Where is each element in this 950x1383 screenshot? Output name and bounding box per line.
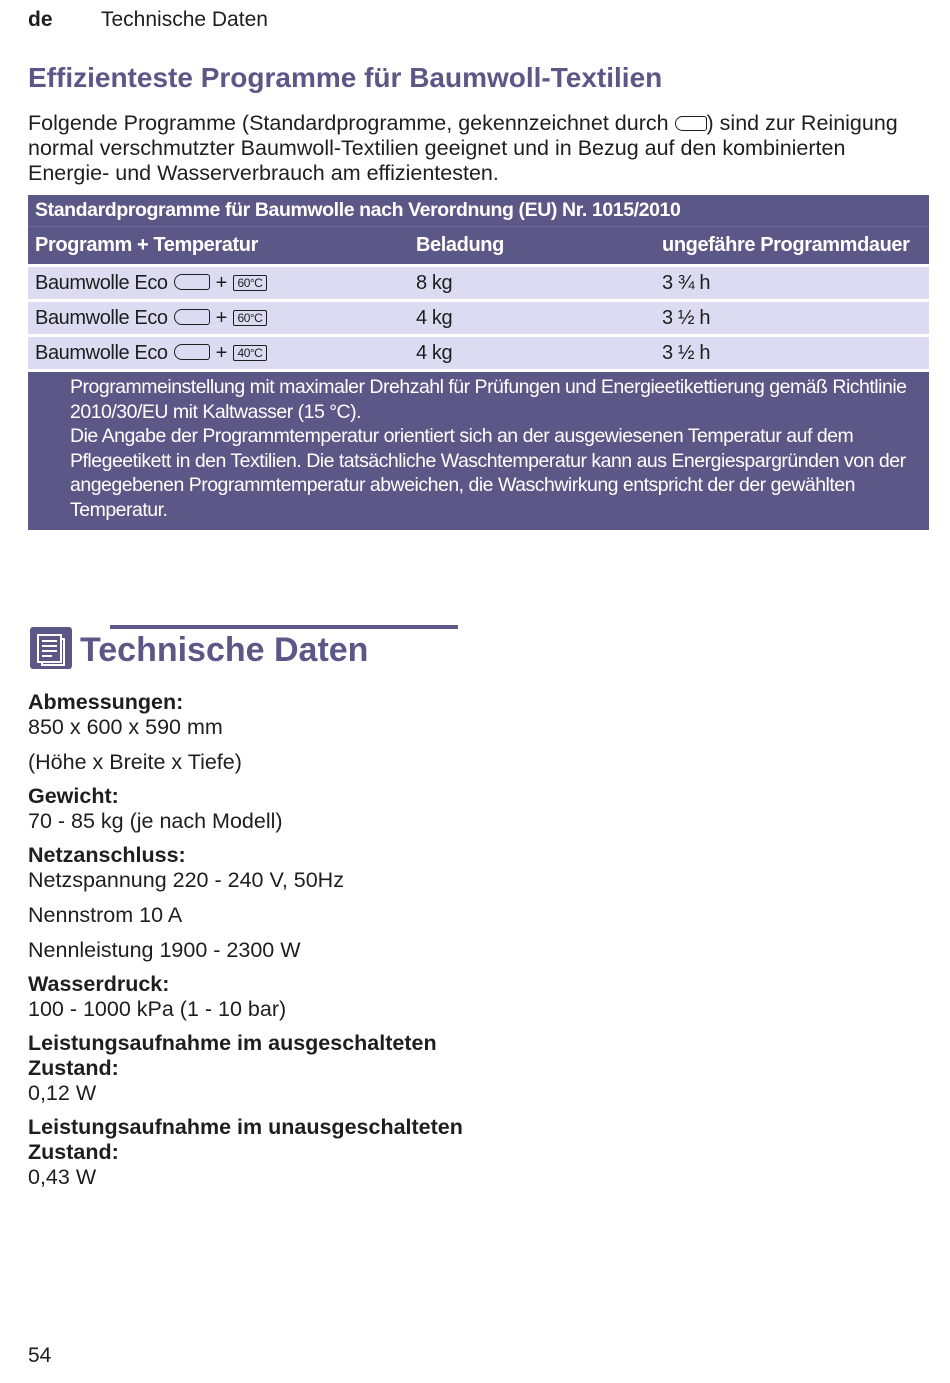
spec-label: Abmessungen: xyxy=(28,690,184,714)
efficient-programs-title: Effizienteste Programme für Baumwoll-Textilien xyxy=(28,62,663,93)
spec-value: 0,12 W xyxy=(28,1081,97,1105)
table-note: Programmeinstellung mit maximaler Drehzahl für Prüfungen und Energieetikettierung gemäß Richtlinie 2010/30/EU mit Kaltwasser (15 °C). xyxy=(70,376,907,423)
spec-list xyxy=(28,690,528,1199)
table-caption: Standardprogramme für Baumwolle nach Verordnung (EU) Nr. 1015/2010 xyxy=(28,195,929,226)
load-cell: 4 kg xyxy=(416,307,453,329)
column-header-load: Beladung xyxy=(416,234,504,256)
standard-program-icon xyxy=(675,116,707,131)
header-title: Technische Daten xyxy=(101,8,268,31)
spec-label: Leistungsaufnahme im unausgeschalteten Zustand: xyxy=(28,1115,463,1164)
heading-rule xyxy=(110,625,458,629)
temperature-icon: 40°C xyxy=(233,345,267,361)
page-header xyxy=(28,8,268,32)
column-header-duration: ungefähre Programmdauer xyxy=(662,234,910,256)
standard-program-icon xyxy=(174,309,210,325)
page-number: 54 xyxy=(28,1344,52,1367)
plus-sign: + xyxy=(215,272,227,294)
spec-value: Nennleistung 1900 - 2300 W xyxy=(28,938,301,962)
intro-text-end: ) sind zur Reinigung normal verschmutzter Baumwoll-Textilien geeignet und in Bezug auf den kombinierten Energie- und Wasserverbrauch am effizientesten. xyxy=(28,111,898,185)
spec-weight xyxy=(28,784,528,833)
document-list-icon xyxy=(30,627,72,669)
spec-value: 0,43 W xyxy=(28,1165,97,1189)
program-cell xyxy=(28,302,409,334)
table-row xyxy=(28,337,929,369)
spec-power-connection xyxy=(28,843,528,962)
spec-label: Wasserdruck: xyxy=(28,972,170,996)
program-name: Baumwolle Eco xyxy=(35,307,168,329)
spec-label: Gewicht: xyxy=(28,784,119,808)
spec-power-standby xyxy=(28,1115,528,1189)
temperature-icon: 60°C xyxy=(233,310,267,326)
plus-sign: + xyxy=(215,307,227,329)
program-cell xyxy=(28,337,409,369)
table-note: Die Angabe der Programmtemperatur orientiert sich an der ausgewiesenen Temperatur auf dem Pflegeetikett in den Textilien. Die tatsächliche Waschtemperatur kann aus Energiespargründen von der angegebenen Programmtemperatur abweichen, die Waschwirkung entspricht der der gewählten Temperatur. xyxy=(70,425,906,521)
program-cell xyxy=(28,267,409,299)
language-code: de xyxy=(28,8,53,31)
intro-paragraph xyxy=(28,111,928,186)
spec-power-off xyxy=(28,1031,528,1105)
temperature-icon: 60°C xyxy=(233,275,267,291)
table-row xyxy=(28,267,929,299)
technical-data-title: Technische Daten xyxy=(80,631,369,669)
spec-label: Netzanschluss: xyxy=(28,843,186,867)
spec-dimensions xyxy=(28,690,528,774)
duration-cell: 3 ½ h xyxy=(662,342,711,364)
intro-text-start: Folgende Programme (Standardprogramme, gekennzeichnet durch xyxy=(28,111,675,135)
spec-value: 70 - 85 kg (je nach Modell) xyxy=(28,809,283,833)
spec-value: 850 x 600 x 590 mm xyxy=(28,715,223,739)
load-cell: 8 kg xyxy=(416,272,453,294)
spec-value: 100 - 1000 kPa (1 - 10 bar) xyxy=(28,997,287,1021)
spec-value: Nennstrom 10 A xyxy=(28,903,183,927)
program-name: Baumwolle Eco xyxy=(35,272,168,294)
spec-water-pressure xyxy=(28,972,528,1021)
duration-cell: 3 ½ h xyxy=(662,307,711,329)
table-row xyxy=(28,302,929,334)
standard-programs-table xyxy=(28,195,929,530)
technical-data-heading xyxy=(28,625,458,675)
spec-label: Leistungsaufnahme im ausgeschalteten Zustand: xyxy=(28,1031,437,1080)
load-cell: 4 kg xyxy=(416,342,453,364)
standard-program-icon xyxy=(174,344,210,360)
spec-value: (Höhe x Breite x Tiefe) xyxy=(28,750,242,774)
duration-cell: 3 ¾ h xyxy=(662,272,711,294)
table-notes xyxy=(28,372,929,530)
column-header-program: Programm + Temperatur xyxy=(35,234,258,256)
program-name: Baumwolle Eco xyxy=(35,342,168,364)
standard-program-icon xyxy=(174,274,210,290)
plus-sign: + xyxy=(215,342,227,364)
spec-value: Netzspannung 220 - 240 V, 50Hz xyxy=(28,868,344,892)
table-header-row xyxy=(28,226,929,264)
